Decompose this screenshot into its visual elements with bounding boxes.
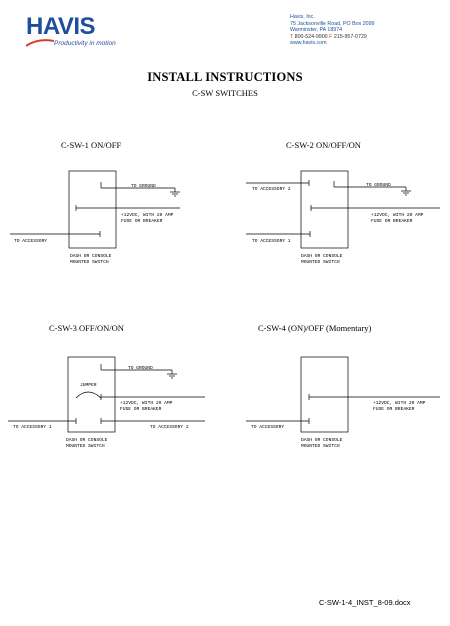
sw4-label-accessory: TO ACCESSORY [251, 425, 285, 430]
sw3-caption-2: MOUNTED SWITCH [66, 444, 105, 449]
sw4-diagram [246, 357, 440, 432]
sw1-diagram [10, 171, 180, 248]
sw2-label-ground: TO GROUND [366, 183, 391, 188]
logo-tagline: Productivity in motion [54, 40, 116, 47]
fax-label: F [329, 33, 333, 40]
sw4-label-power-1: +12VDC, WITH 20 AMP [373, 401, 426, 406]
company-name: Havis, Inc. [290, 14, 315, 20]
sw3-diagram [8, 357, 205, 432]
sw2-label-power-2: FUSE OR BREAKER [371, 219, 413, 224]
fax-number: 215-957-0729 [333, 33, 367, 40]
sw3-label-ground: TO GROUND [128, 366, 153, 371]
sw2-label-accessory-1: TO ACCESSORY 1 [252, 239, 291, 244]
sw4-title: C-SW-4 (ON)/OFF (Momentary) [258, 323, 372, 333]
sw3-label-power-1: +12VDC, WITH 20 AMP [120, 401, 173, 406]
sw3-label-power-2: FUSE OR BREAKER [120, 407, 162, 412]
page-title: INSTALL INSTRUCTIONS [147, 70, 303, 84]
phone-label: T [290, 33, 294, 40]
sw3-label-accessory-2: TO ACCESSORY 2 [150, 425, 189, 430]
sw4-caption-2: MOUNTED SWITCH [301, 444, 340, 449]
sw1-caption-1: DASH OR CONSOLE [70, 254, 112, 259]
sw2-label-power-1: +12VDC, WITH 20 AMP [371, 213, 424, 218]
logo-wordmark: HAVIS [26, 13, 96, 40]
sw2-switch-body [301, 171, 348, 248]
page-subtitle: C-SW SWITCHES [192, 88, 258, 98]
sw1-title: C-SW-1 ON/OFF [61, 140, 122, 150]
sw2-diagram [246, 171, 440, 248]
sw1-label-accessory: TO ACCESSORY [14, 239, 48, 244]
sw2-caption-2: MOUNTED SWITCH [301, 260, 340, 265]
sw1-caption-2: MOUNTED SWITCH [70, 260, 109, 265]
footer-filename: C-SW-1-4_INST_8-09.docx [319, 598, 411, 607]
sw3-title: C-SW-3 OFF/ON/ON [49, 323, 124, 333]
sw1-label-ground: TO GROUND [131, 184, 156, 189]
sw4-caption-1: DASH OR CONSOLE [301, 438, 343, 443]
sw3-caption-1: DASH OR CONSOLE [66, 438, 108, 443]
sw2-caption-1: DASH OR CONSOLE [301, 254, 343, 259]
sw2-title: C-SW-2 ON/OFF/ON [286, 140, 361, 150]
phone-number: 800-524-9900 [294, 33, 328, 40]
sw2-label-accessory-2: TO ACCESSORY 2 [252, 187, 291, 192]
website-link[interactable]: www.havis.com [290, 40, 327, 46]
address-line-2: Warminster, PA 18974 [290, 27, 343, 33]
sw4-label-power-2: FUSE OR BREAKER [373, 407, 415, 412]
sw1-label-power-2: FUSE OR BREAKER [121, 219, 163, 224]
sw3-jumper [76, 392, 101, 398]
sw3-label-accessory-1: TO ACCESSORY 1 [13, 425, 52, 430]
address-line-1: 75 Jacksonville Road, PO Box 2099 [290, 20, 375, 27]
sw3-label-jumper: JUMPER [80, 383, 97, 388]
sw1-label-power-1: +12VDC, WITH 20 AMP [121, 213, 174, 218]
